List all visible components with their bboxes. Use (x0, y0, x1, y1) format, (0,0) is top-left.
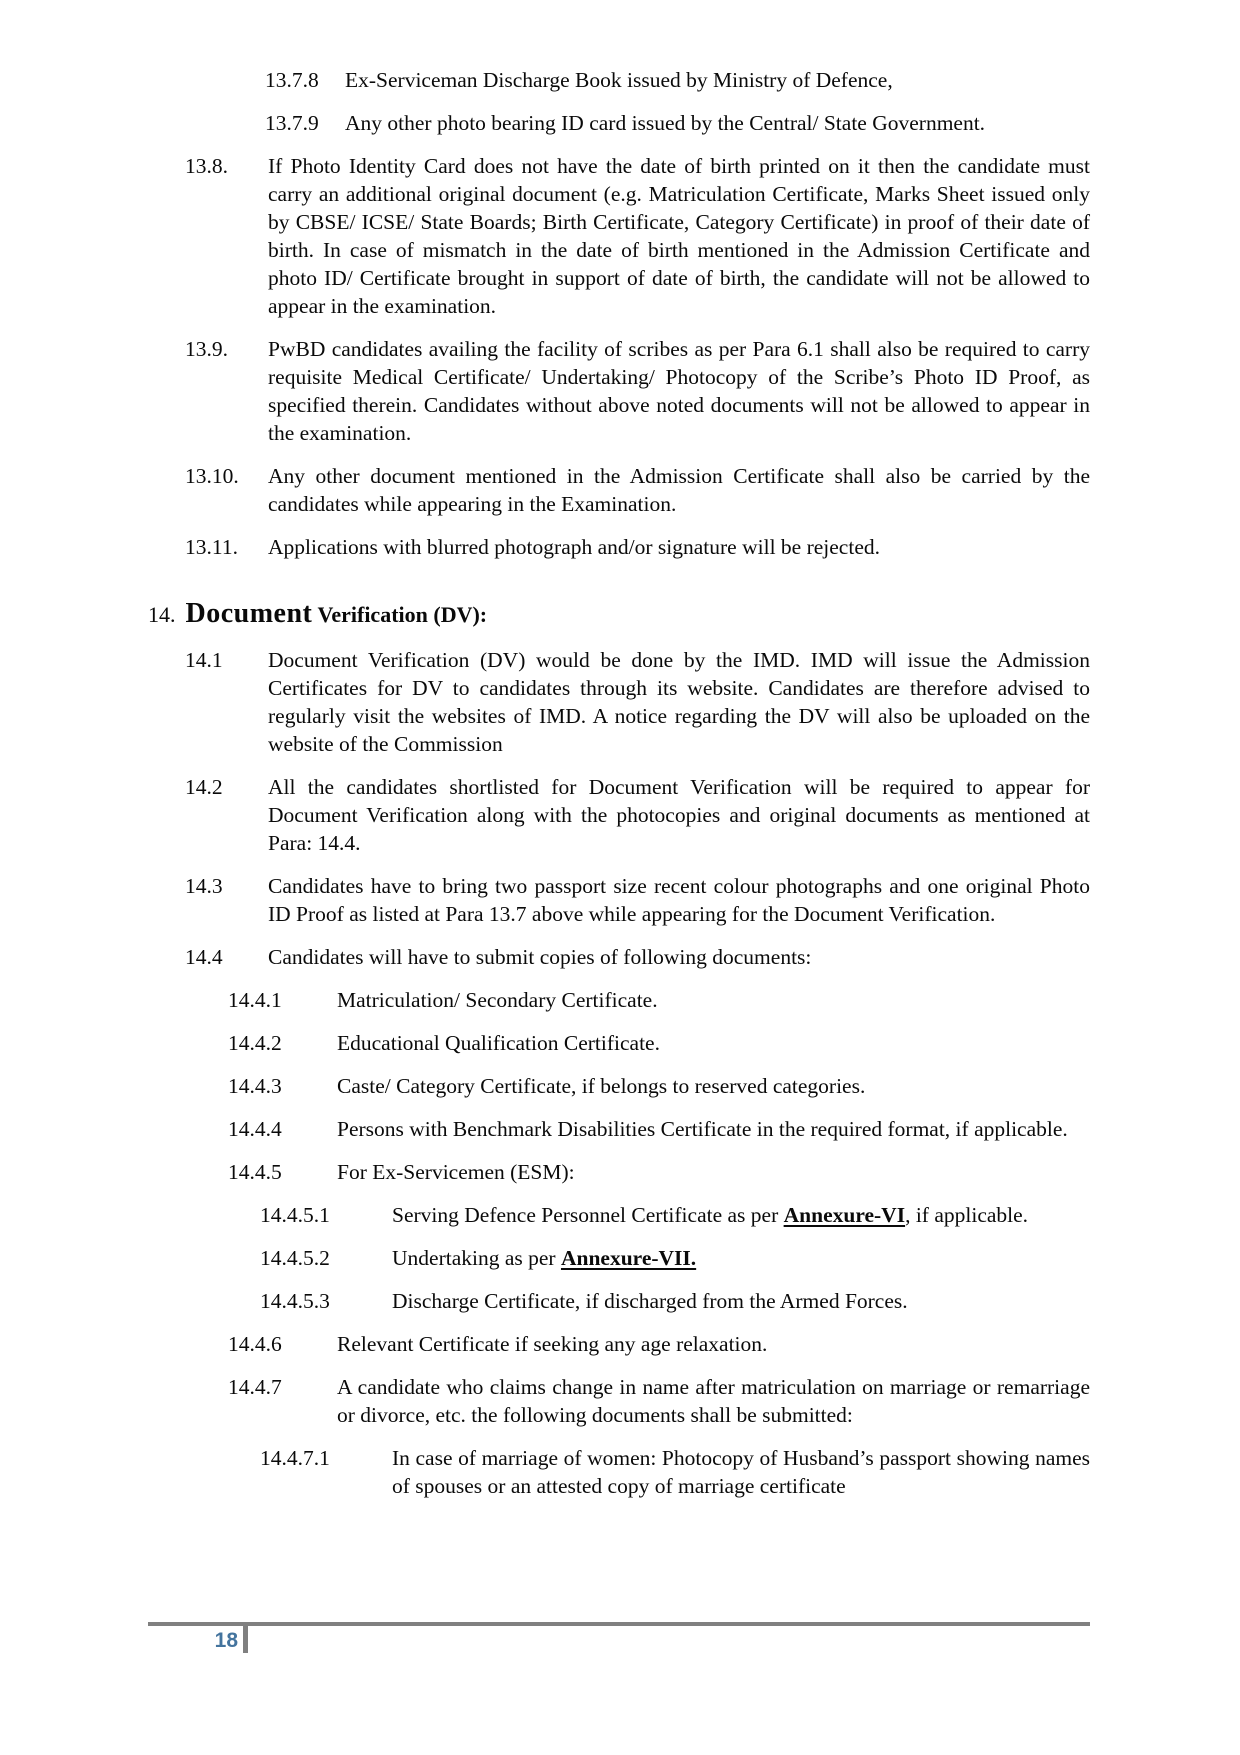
item-text (392, 1444, 1090, 1500)
item-number: 13.7.9 (265, 111, 319, 135)
paragraph (0, 1158, 1240, 1186)
paragraph (0, 943, 1240, 971)
item-text (268, 533, 1090, 561)
item-number: 14.3 (185, 874, 223, 898)
item-text (337, 1330, 1090, 1358)
item-text (268, 943, 1090, 971)
item-text (268, 773, 1090, 857)
text-segment: Candidates will have to submit copies of following documents: (268, 945, 812, 969)
footer-rule (148, 1622, 1090, 1626)
text-segment: Undertaking as per (392, 1246, 561, 1270)
item-number: 13.7.8 (265, 68, 319, 92)
paragraph (0, 773, 1240, 857)
text-segment: Any other photo bearing ID card issued by the Central/ State Government. (345, 111, 986, 135)
paragraph (0, 1287, 1240, 1315)
heading-number: 14. (148, 602, 176, 627)
paragraph (0, 1444, 1240, 1500)
paragraph (0, 1072, 1240, 1100)
text-segment: All the candidates shortlisted for Document Verification will be required to appear for Document Verification along with the photocopies and original documents as mentioned at Para: 14.4. (268, 775, 1090, 855)
item-number: 14.4.4 (228, 1117, 282, 1141)
item-number: 13.8. (185, 154, 228, 178)
text-segment: Caste/ Category Certificate, if belongs to reserved categories. (337, 1074, 866, 1098)
item-text (337, 1072, 1090, 1100)
paragraph (0, 1373, 1240, 1429)
item-number: 14.1 (185, 648, 223, 672)
paragraph (0, 986, 1240, 1014)
text-segment: Serving Defence Personnel Certificate as per (392, 1203, 784, 1227)
paragraph (0, 533, 1240, 561)
item-number: 13.11. (185, 535, 238, 559)
item-text (268, 872, 1090, 928)
item-text (337, 1029, 1090, 1057)
item-number: 14.4 (185, 945, 223, 969)
paragraph (0, 109, 1240, 137)
text-segment: Relevant Certificate if seeking any age relaxation. (337, 1332, 768, 1356)
item-text (268, 152, 1090, 320)
item-number: 14.4.5.3 (260, 1289, 330, 1313)
text-segment: PwBD candidates availing the facility of scribes as per Para 6.1 shall also be required to carry requisite Medical Certificate/ Undertaking/ Photocopy of the Scribe’s Photo ID Proof, as specified therein. Candidates without above noted documents will not be allowed to appear in the examination. (268, 337, 1090, 445)
annexure-vii-ref: Annexure-VII. (560, 1246, 697, 1270)
paragraph (0, 1244, 1240, 1272)
text-segment: Matriculation/ Secondary Certificate. (337, 988, 658, 1012)
page-number: 18 (214, 1629, 238, 1652)
item-number: 14.4.7 (228, 1375, 282, 1399)
footer-divider-bar (243, 1622, 248, 1653)
paragraph (0, 335, 1240, 447)
item-number: 14.4.5.2 (260, 1246, 330, 1270)
item-text (337, 1373, 1090, 1429)
text-segment: If Photo Identity Card does not have the date of birth printed on it then the candidate must carry an additional original document (e.g. Matriculation Certificate, Marks Sheet issued only by CBSE/ ICSE/ State Boards; Birth Certificate, Category Certificate) in proof of their date of birth. In case of mismatch in the date of birth mentioned in the Admission Certificate and photo ID/ Certificate brought in support of date of birth, the candidate will not be allowed to appear in the examination. (268, 154, 1090, 318)
item-number: 14.4.2 (228, 1031, 282, 1055)
item-text (392, 1287, 1090, 1315)
text-segment: Educational Qualification Certificate. (337, 1031, 660, 1055)
text-segment: , if applicable. (905, 1203, 1029, 1227)
item-number: 14.4.5 (228, 1160, 282, 1184)
item-number: 14.4.3 (228, 1074, 282, 1098)
heading-title-rest: Verification (DV): (312, 602, 488, 627)
item-text (337, 986, 1090, 1014)
heading-title-main: Document (185, 598, 313, 629)
paragraph (0, 462, 1240, 518)
text-segment: Discharge Certificate, if discharged from the Armed Forces. (392, 1289, 908, 1313)
document-body (0, 66, 1240, 1515)
item-number: 14.4.1 (228, 988, 282, 1012)
text-segment: In case of marriage of women: Photocopy of Husband’s passport showing names of spouses or an attested copy of marriage certificate (392, 1446, 1090, 1498)
annexure-vi-ref: Annexure-VI (783, 1203, 906, 1227)
paragraph (0, 1029, 1240, 1057)
item-number: 14.2 (185, 775, 223, 799)
item-text (345, 66, 1090, 94)
paragraph (0, 1201, 1240, 1229)
item-text (268, 335, 1090, 447)
item-text (337, 1115, 1090, 1143)
item-text (345, 109, 1090, 137)
text-segment: Document Verification (DV) would be done by the IMD. IMD will issue the Admission Certificates for DV to candidates through its website. Candidates are therefore advised to regularly visit the websites of IMD. A notice regarding the DV will also be uploaded on the website of the Commission (268, 648, 1090, 756)
text-segment: Ex-Serviceman Discharge Book issued by Ministry of Defence, (345, 68, 893, 92)
text-segment: A candidate who claims change in name after matriculation on marriage or remarriage or divorce, etc. the following documents shall be submitted: (337, 1375, 1090, 1427)
item-number: 13.10. (185, 464, 239, 488)
item-number: 14.4.6 (228, 1332, 282, 1356)
text-segment: For Ex-Servicemen (ESM): (337, 1160, 575, 1184)
text-segment: Candidates have to bring two passport size recent colour photographs and one original Photo ID Proof as listed at Para 13.7 above while appearing for the Document Verification. (268, 874, 1090, 926)
item-text (268, 646, 1090, 758)
item-text (392, 1201, 1090, 1229)
text-segment: Persons with Benchmark Disabilities Certificate in the required format, if applicable. (337, 1117, 1068, 1141)
text-segment: Applications with blurred photograph and/or signature will be rejected. (268, 535, 880, 559)
paragraph (0, 872, 1240, 928)
item-text (392, 1244, 1090, 1272)
item-text (268, 462, 1090, 518)
item-number: 14.4.7.1 (260, 1446, 330, 1470)
paragraph (0, 66, 1240, 94)
item-number: 14.4.5.1 (260, 1203, 330, 1227)
item-number: 13.9. (185, 337, 228, 361)
text-segment: Any other document mentioned in the Admission Certificate shall also be carried by the candidates while appearing in the Examination. (268, 464, 1090, 516)
paragraph (0, 1115, 1240, 1143)
item-text (337, 1158, 1090, 1186)
paragraph (0, 646, 1240, 758)
paragraph (0, 152, 1240, 320)
section-heading (0, 597, 1240, 632)
paragraph (0, 1330, 1240, 1358)
